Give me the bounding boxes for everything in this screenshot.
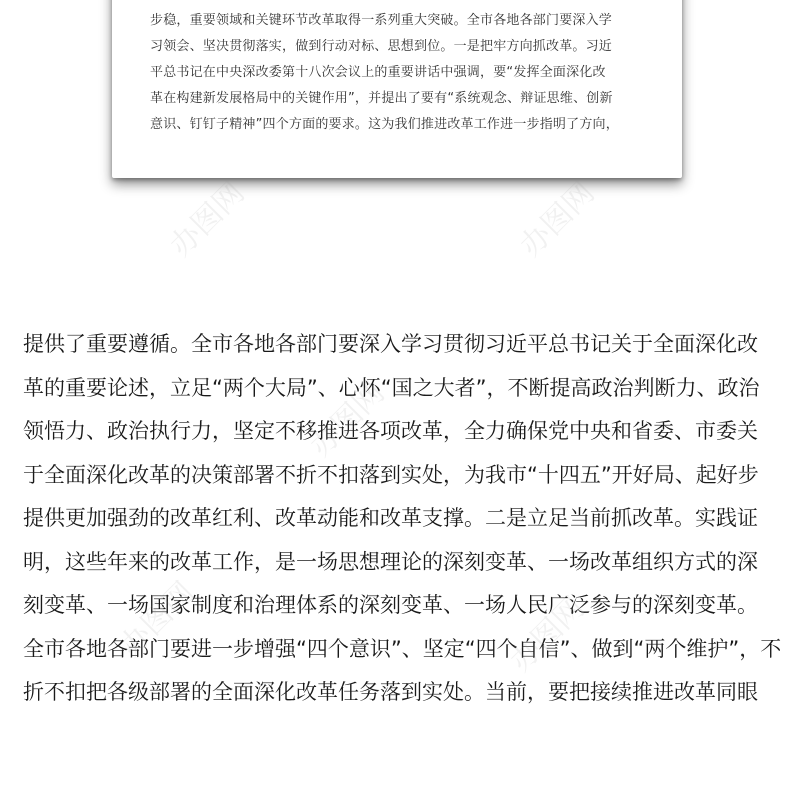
body-line: 提供了重要遵循。全市各地各部门要深入学习贯彻习近平总书记关于全面深化改 xyxy=(23,332,758,356)
body-line: 全市各地各部门要进一步增强“四个意识”、坚定“四个自信”、做到“两个维护”，不 xyxy=(23,636,782,661)
card-line: 习领会、坚决贯彻落实，做到行动对标、思想到位。一是把牢方向抓改革。习近 xyxy=(150,39,613,54)
card-line: 平总书记在中央深改委第十八次会议上的重要讲话中强调，要“发挥全面深化改 xyxy=(150,65,606,80)
body-line: 领悟力、政治执行力，坚定不移推进各项改革，全力确保党中央和省委、市委关 xyxy=(23,419,758,443)
card-line: 意识、钉钉子精神”四个方面的要求。这为我们推进改革工作进一步指明了方向， xyxy=(150,117,619,132)
body-line: 明，这些年来的改革工作，是一场思想理论的深刻变革、一场改革组织方式的深 xyxy=(23,549,758,574)
card-paragraph xyxy=(150,8,650,138)
watermark: 办图网 xyxy=(303,375,392,464)
body-line: 刻变革、一场国家制度和治理体系的深刻变革、一场人民广泛参与的深刻变革。 xyxy=(23,593,758,617)
body-line: 革的重要论述，立足“两个大局”、心怀“国之大者”，不断提高政治判断力、政治 xyxy=(23,375,760,400)
body-line: 于全面深化改革的决策部署不折不扣落到实处，为我市“十四五”开好局、起好步 xyxy=(23,462,759,487)
body-line: 提供更加强劲的改革红利、改革动能和改革支撑。二是立足当前抓改革。实践证 xyxy=(23,506,758,530)
watermark: 办图网 xyxy=(513,175,602,264)
watermark: 办图网 xyxy=(503,590,592,679)
body-paragraph xyxy=(23,323,783,715)
quote-card xyxy=(112,0,682,178)
card-line: 步稳，重要领域和关键环节改革取得一系列重大突破。全市各地各部门要深入学 xyxy=(150,13,613,28)
watermark: 办图网 xyxy=(113,575,202,664)
watermark: 办图网 xyxy=(163,175,252,264)
card-line: 革在构建新发展格局中的关键作用”，并提出了要有“系统观念、辩证思维、创新 xyxy=(150,91,613,106)
body-line: 折不扣把各级部署的全面深化改革任务落到实处。当前，要把接续推进改革同眼 xyxy=(23,680,758,704)
